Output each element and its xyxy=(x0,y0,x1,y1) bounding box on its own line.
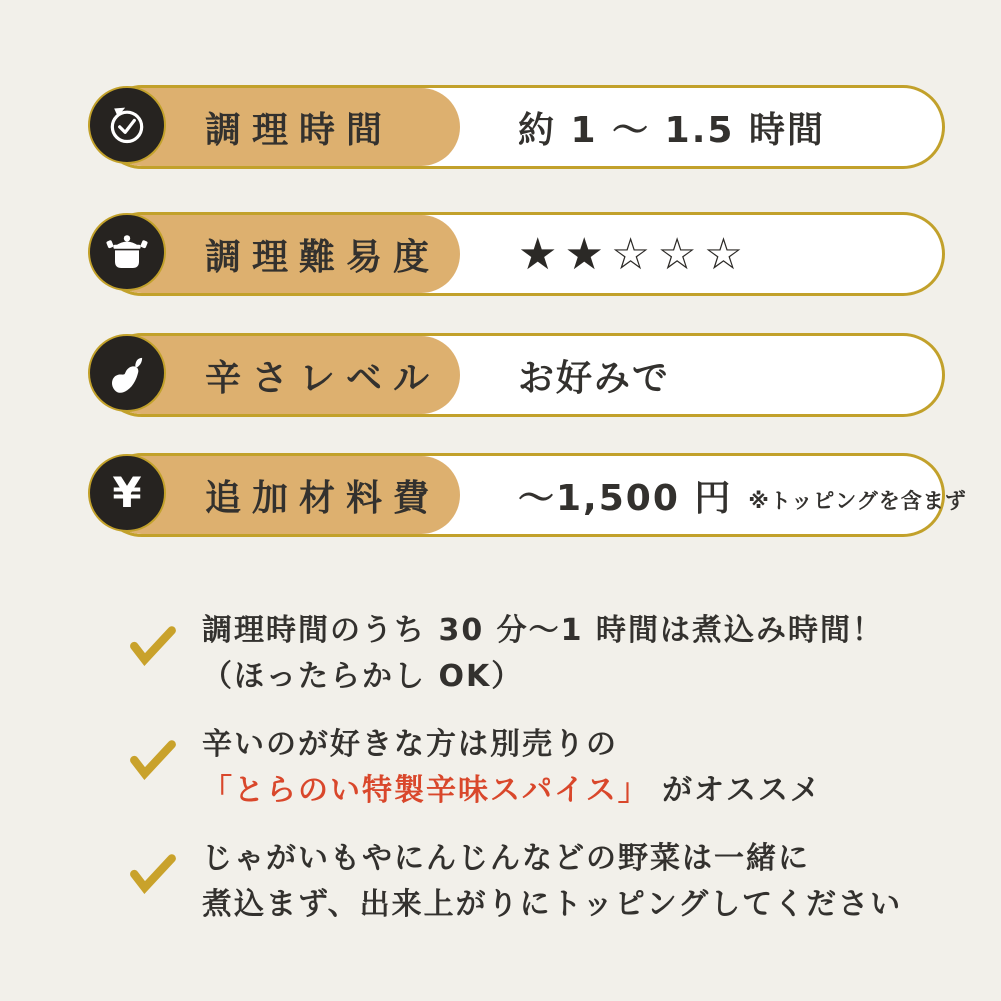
note-text xyxy=(202,722,822,814)
note-cooking-time xyxy=(128,608,961,700)
spiciness-value: お好みで xyxy=(518,357,671,399)
notes-section xyxy=(128,608,961,950)
note-vegetable-topping xyxy=(128,836,961,928)
yen-symbol: ¥ xyxy=(112,468,142,517)
row-label: 追加材料費 xyxy=(205,477,441,519)
note-line-rest: がオススメ xyxy=(649,773,822,808)
row-value-area xyxy=(518,453,967,537)
note-line xyxy=(202,768,822,814)
extra-cost-note: ※トッピングを含まず xyxy=(748,489,967,513)
row-label: 調理時間 xyxy=(205,109,394,151)
timer-icon xyxy=(88,86,166,164)
info-row-extra-cost xyxy=(100,453,967,537)
check-icon xyxy=(128,738,178,784)
pot-icon xyxy=(88,213,166,291)
note-line: 調理時間のうち 30 分〜1 時間は煮込み時間！ xyxy=(202,613,884,648)
info-row-cooking-time xyxy=(100,85,945,169)
extra-cost-value: 〜1,500 円 xyxy=(518,477,733,519)
row-label: 辛さレベル xyxy=(205,357,441,399)
difficulty-stars: ★★☆☆☆ xyxy=(518,228,751,280)
row-label: 調理難易度 xyxy=(205,236,441,278)
spice-product-name: 「とらのい特製辛味スパイス」 xyxy=(202,773,650,808)
note-spice-recommendation xyxy=(128,722,961,814)
check-icon xyxy=(128,852,178,898)
row-value-area xyxy=(518,212,915,296)
note-line: じゃがいもやにんじんなどの野菜は一緒に xyxy=(202,841,810,876)
note-line: 煮込まず、出来上がりにトッピングしてください xyxy=(202,887,903,922)
yen-icon xyxy=(88,454,166,532)
check-icon xyxy=(128,624,178,670)
row-value-area xyxy=(518,85,915,169)
info-row-spiciness xyxy=(100,333,945,417)
note-text xyxy=(202,836,902,928)
note-text xyxy=(202,608,884,700)
info-row-difficulty xyxy=(100,212,945,296)
row-value-area xyxy=(518,333,915,417)
note-line: （ほったらかし OK） xyxy=(202,659,524,694)
cooking-time-value: 約 1 〜 1.5 時間 xyxy=(518,109,825,151)
chili-icon xyxy=(88,334,166,412)
note-line: 辛いのが好きな方は別売りの xyxy=(202,727,618,762)
